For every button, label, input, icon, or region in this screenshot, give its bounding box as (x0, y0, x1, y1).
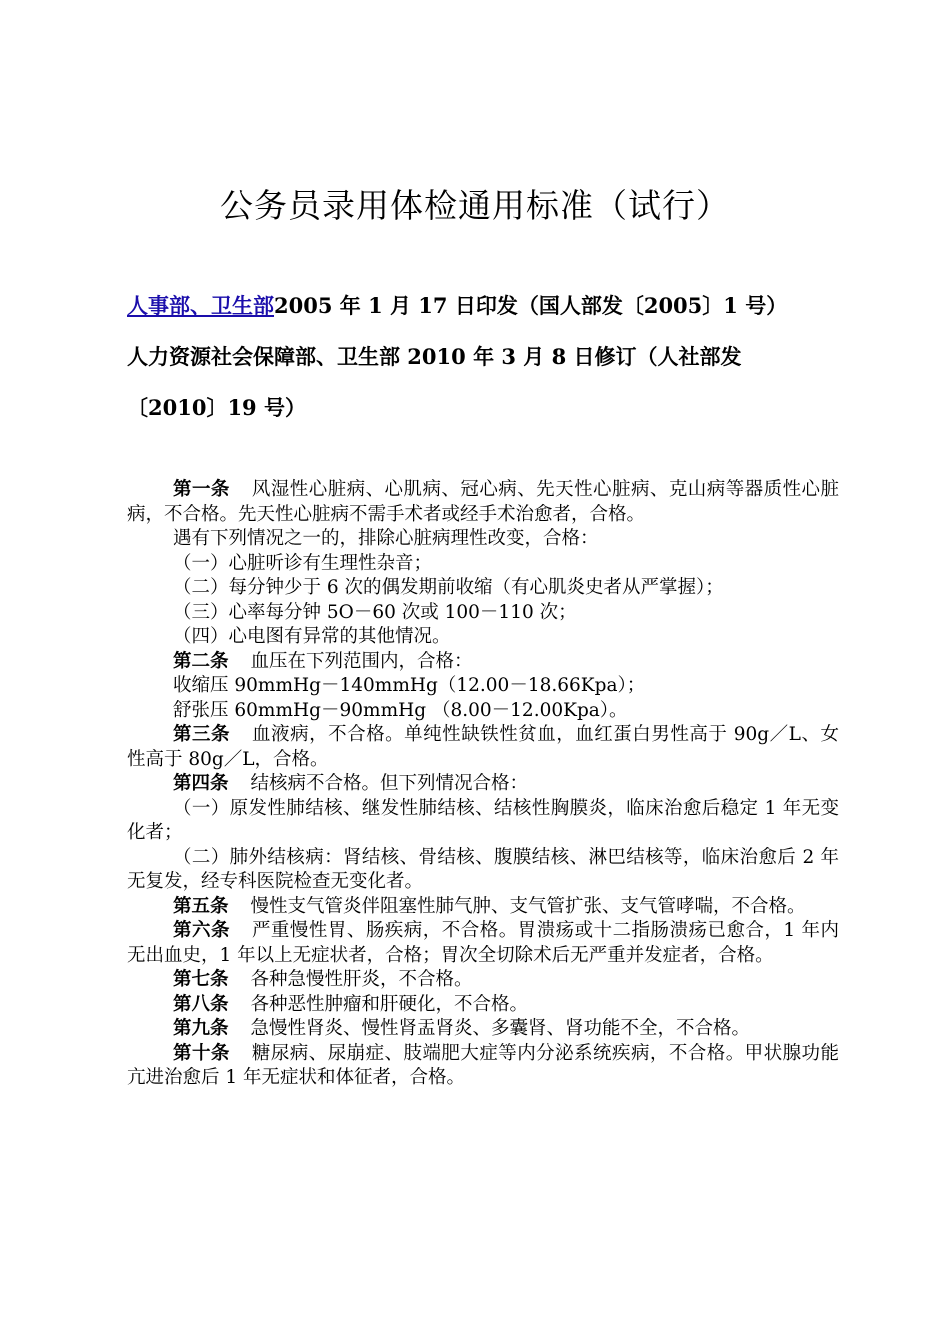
list-item: （二）肺外结核病：肾结核、骨结核、腹膜结核、淋巴结核等，临床治愈后 2 年无复发，经专科医院检查无变化者。 (127, 846, 839, 892)
list-item: （一）原发性肺结核、继发性肺结核、结核性胸膜炎，临床治愈后稳定 1 年无变化者； (127, 797, 839, 843)
article-label: 第三条 (173, 724, 231, 745)
article-10 (127, 1042, 839, 1091)
article-7 (127, 968, 839, 993)
article-text: 血液病，不合格。单纯性缺铁性贫血，血红蛋白男性高于 90g／L、女性高于 80g／L，合格。 (127, 724, 839, 770)
list-item: （四）心电图有异常的其他情况。 (173, 626, 451, 647)
article-label: 第四条 (173, 773, 229, 794)
document-body (127, 478, 839, 1091)
paragraph: 遇有下列情况之一的，排除心脏病理性改变，合格： (173, 528, 599, 549)
article-text: 急慢性肾炎、慢性肾盂肾炎、多囊肾、肾功能不全，不合格。 (250, 1018, 751, 1039)
list-item: （二）每分钟少于 6 次的偶发期前收缩（有心肌炎史者从严掌握）； (173, 577, 724, 598)
article-label: 第十条 (173, 1042, 230, 1064)
article-label: 第一条 (173, 479, 230, 500)
article-text: 慢性支气管炎伴阻塞性肺气肿、支气管扩张、支气管哮喘，不合格。 (250, 895, 806, 917)
article-label: 第二条 (173, 650, 229, 672)
list-item: （三）心率每分钟 5O－60 次或 100－110 次； (173, 601, 577, 623)
list-item: （一）心脏听诊有生理性杂音； (173, 552, 433, 574)
article-label: 第九条 (173, 1018, 229, 1039)
list-item: 收缩压 90mmHg－140mmHg（12.00－18.66Kpa）； (173, 675, 646, 696)
page-title: 公务员录用体检通用标准（试行） (220, 186, 730, 225)
article-8 (127, 993, 839, 1018)
article-5 (127, 895, 839, 920)
article-text: 血压在下列范围内，合格： (250, 650, 473, 672)
article-4 (127, 772, 839, 797)
article-text: 结核病不合格。但下列情况合格： (250, 773, 529, 794)
article-label: 第五条 (173, 895, 229, 917)
issuance-line-1 (127, 290, 847, 320)
article-label: 第六条 (173, 920, 230, 941)
article-6 (127, 919, 839, 968)
article-3 (127, 723, 839, 772)
article-text: 严重慢性胃、肠疾病，不合格。胃溃疡或十二指肠溃疡已愈合，1 年内无出血史，1 年以上无症状者，合格；胃次全切除术后无严重并发症者，合格。 (127, 920, 839, 966)
issuance-line-1-text: 2005 年 1 月 17 日印发（国人部发〔2005〕1 号） (274, 293, 788, 318)
article-label: 第七条 (173, 969, 229, 990)
issuance-line-3: 〔2010〕19 号） (127, 395, 306, 420)
article-9 (127, 1017, 839, 1042)
issuance-line-2: 人力资源社会保障部、卫生部 2010 年 3 月 8 日修订（人社部发 (127, 344, 742, 369)
list-item: 舒张压 60mmHg－90mmHg （8.00－12.00Kpa）。 (173, 699, 628, 721)
article-label: 第八条 (173, 993, 229, 1015)
article-text: 各种恶性肿瘤和肝硬化，不合格。 (250, 993, 529, 1015)
article-text: 糖尿病、尿崩症、肢端肥大症等内分泌系统疾病，不合格。甲状腺功能亢进治愈后 1 年无症状和体征者，合格。 (127, 1042, 839, 1088)
issuer-link[interactable]: 人事部、卫生部 (127, 293, 274, 318)
article-text: 风湿性心脏病、心肌病、冠心病、先天性心脏病、克山病等器质性心脏病，不合格。先天性心脏病不需手术者或经手术治愈者，合格。 (127, 479, 839, 525)
article-2 (127, 650, 839, 675)
article-1 (127, 478, 839, 527)
article-text: 各种急慢性肝炎，不合格。 (250, 969, 473, 990)
